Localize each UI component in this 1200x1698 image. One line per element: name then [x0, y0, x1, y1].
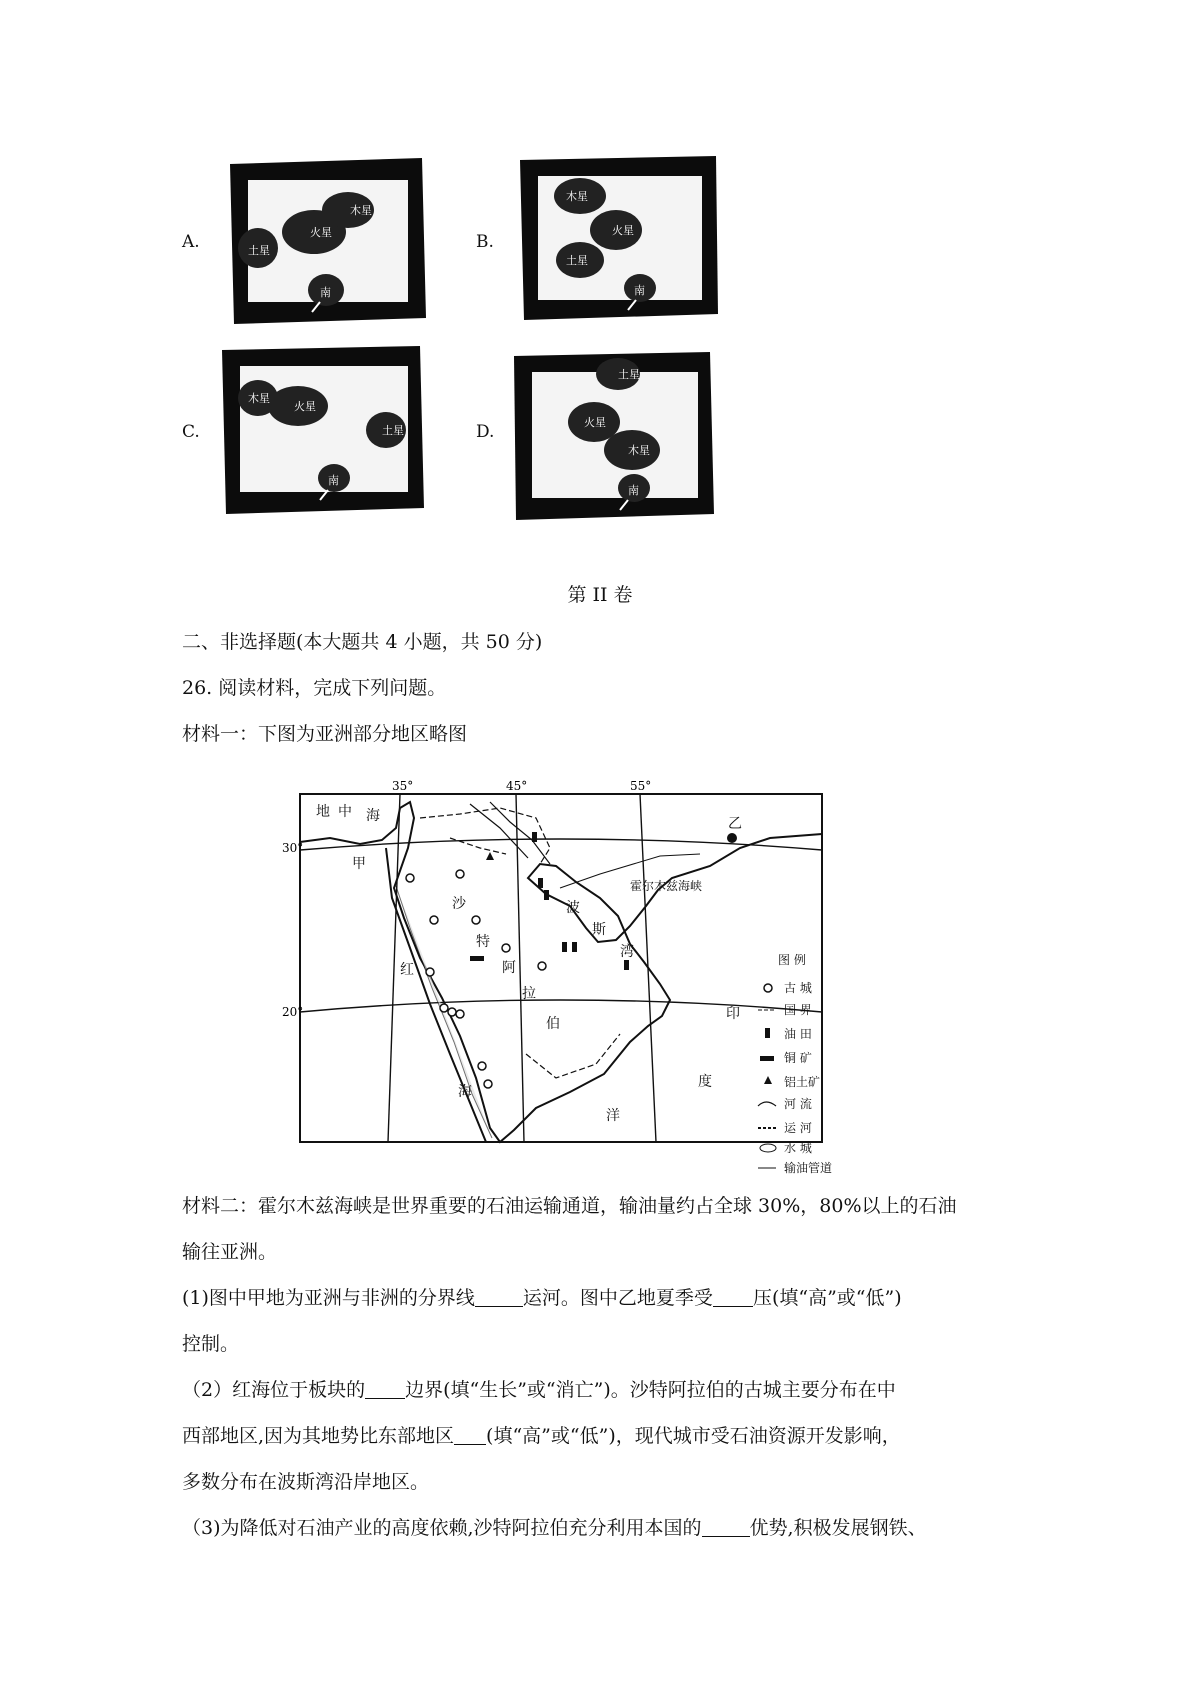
lon-label-55: 55° — [630, 779, 652, 793]
q3-text-a: （3)为降低对石油产业的高度依赖,沙特阿拉伯充分利用本国的 — [182, 1517, 702, 1539]
saturn-label: 土星 — [566, 254, 588, 267]
label-sa-1: 沙 — [452, 896, 466, 912]
lon-label-45: 45° — [506, 779, 528, 793]
label-persian-1: 波 — [566, 900, 580, 916]
q2-line2-text-b: (填“高”或“低”)，现代城市受石油资源开发影响， — [486, 1425, 901, 1447]
legend-pipeline: 输油管道 — [784, 1161, 833, 1175]
legend-bauxite: 铝土矿 — [784, 1075, 821, 1089]
q1-text-c: 压(填“高”或“低”) — [752, 1287, 902, 1309]
q2-line-2 — [182, 1418, 1042, 1454]
label-red-1: 红 — [400, 962, 414, 978]
option-c-image — [222, 346, 426, 516]
section-title: 第 II 卷 — [567, 584, 633, 606]
legend-pipeline-row — [756, 1158, 866, 1178]
label-persian-3: 湾 — [620, 944, 634, 960]
q3-text-b: 优势,积极发展钢铁、 — [749, 1517, 927, 1539]
copper-mine — [470, 956, 484, 961]
label-indian-1: 印 — [726, 1006, 740, 1022]
star-chart-b — [520, 156, 720, 322]
label-med-3: 海 — [366, 808, 380, 824]
mars-label: 火星 — [584, 416, 606, 429]
option-b-image — [520, 156, 720, 322]
label-med-2: 中 — [338, 804, 352, 820]
label-indian-2: 度 — [698, 1074, 712, 1090]
lon-label-35: 35° — [392, 779, 414, 793]
saturn-label: 土星 — [248, 244, 270, 257]
legend-canal: 运 河 — [784, 1121, 812, 1135]
label-sa-3: 阿 — [502, 960, 516, 976]
label-red-2: 海 — [458, 1084, 472, 1100]
label-hormuz: 霍尔木兹海峡 — [630, 879, 703, 893]
label-med-1: 地 — [316, 804, 330, 820]
question-26: 26. 阅读材料，完成下列问题。 — [182, 677, 447, 699]
legend-title: 图 例 — [778, 953, 806, 967]
south-label: 南 — [628, 484, 639, 497]
q2-line2-text-a: 西部地区,因为其地势比东部地区 — [182, 1425, 455, 1447]
q1-line-2: 控制。 — [182, 1333, 240, 1355]
jupiter-label: 木星 — [566, 190, 588, 203]
q2-text-b: 边界(填“生长”或“消亡”)。沙特阿拉伯的古城主要分布在中 — [405, 1379, 896, 1401]
jupiter-label: 木星 — [350, 204, 372, 217]
label-jia: 甲 — [352, 856, 366, 872]
star-chart-d — [514, 352, 716, 522]
q1-line-1 — [182, 1280, 1042, 1316]
legend-oil-field: 油 田 — [784, 1027, 812, 1041]
label-yi: 乙 — [728, 816, 742, 832]
legend-ancient-city: 古 城 — [784, 981, 812, 995]
q1-blank-2[interactable] — [713, 1287, 753, 1307]
legend-copper: 铜 矿 — [784, 1051, 812, 1065]
section-heading: 二、非选择题(本大题共 4 小题，共 50 分) — [182, 631, 543, 653]
option-letter-a: A. — [182, 232, 200, 252]
mars-label: 火星 — [612, 224, 634, 237]
legend-river: 河 流 — [784, 1097, 812, 1111]
q1-text-b: 运河。图中乙地夏季受 — [522, 1287, 713, 1309]
q1-text-a: (1)图中甲地为亚洲与非洲的分界线 — [182, 1287, 475, 1309]
material-1: 材料一：下图为亚洲部分地区略图 — [182, 723, 468, 745]
saturn-label: 土星 — [382, 424, 404, 437]
legend-border: 国 界 — [784, 1003, 812, 1017]
label-sa-5: 伯 — [546, 1016, 560, 1032]
q2-blank-1[interactable] — [365, 1379, 405, 1399]
point-yi — [727, 833, 737, 843]
q1-blank-1[interactable] — [475, 1287, 523, 1307]
option-letter-b: B. — [476, 232, 494, 252]
q2-line-1 — [182, 1372, 1042, 1408]
mars-label: 火星 — [294, 400, 316, 413]
lat-label-30: 30° — [282, 841, 304, 855]
option-a-image — [228, 158, 428, 326]
south-label: 南 — [320, 286, 331, 299]
label-indian-3: 洋 — [606, 1108, 620, 1124]
q3-blank-1[interactable] — [702, 1517, 750, 1537]
option-d-image — [514, 352, 716, 522]
star-chart-c — [222, 346, 426, 516]
q2-text-a: （2）红海位于板块的 — [182, 1379, 366, 1401]
q3-line-1 — [182, 1510, 1042, 1546]
q2-line-3: 多数分布在波斯湾沿岸地区。 — [182, 1471, 430, 1493]
star-chart-a — [228, 158, 428, 326]
lat-label-20: 20° — [282, 1005, 304, 1019]
label-persian-2: 斯 — [592, 922, 606, 938]
mars-label: 火星 — [310, 226, 332, 239]
south-label: 南 — [634, 284, 645, 297]
label-sa-4: 拉 — [522, 986, 536, 1002]
jupiter-label: 木星 — [248, 392, 270, 405]
legend-water-city: 水 城 — [784, 1141, 812, 1155]
option-letter-c: C. — [182, 422, 200, 442]
material-2-line-2: 输往亚洲。 — [182, 1241, 278, 1263]
material-2-line-1: 材料二：霍尔木兹海峡是世界重要的石油运输通道，输油量约占全球 30%，80%以上的石油 — [182, 1195, 957, 1217]
label-sa-2: 特 — [476, 934, 490, 950]
q2-blank-2[interactable] — [454, 1425, 486, 1445]
saturn-label: 土星 — [618, 368, 640, 381]
south-label: 南 — [328, 474, 339, 487]
asia-region-map — [282, 778, 920, 1156]
option-letter-d: D. — [476, 422, 495, 442]
jupiter-label: 木星 — [628, 444, 650, 457]
